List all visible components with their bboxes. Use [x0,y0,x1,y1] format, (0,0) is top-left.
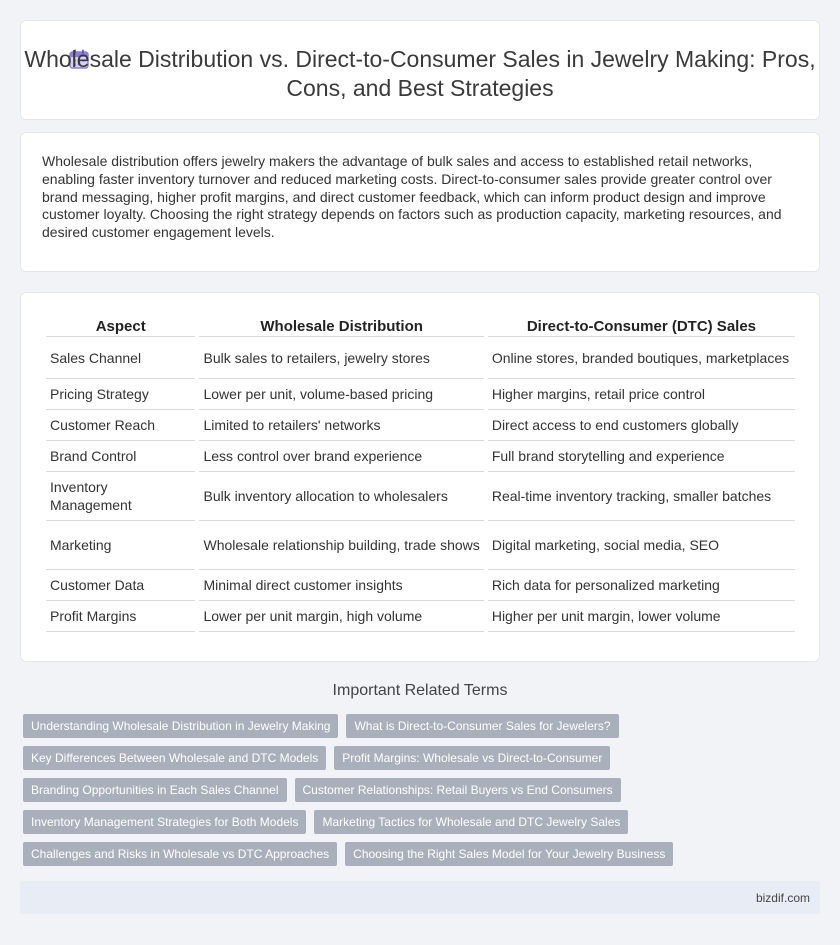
footer-bar [20,881,820,914]
table-cell-dtc: Direct access to end customers globally [488,410,795,441]
table-cell-wholesale: Limited to retailers' networks [199,410,483,441]
table-cell-dtc: Digital marketing, social media, SEO [488,521,795,570]
table-cell-aspect: Customer Reach [46,410,195,441]
table-cell-aspect: Pricing Strategy [46,379,195,410]
table-header-row [46,315,795,337]
table-cell-dtc: Rich data for personalized marketing [488,570,795,601]
related-term-tag[interactable]: Understanding Wholesale Distribution in Jewelry Making [23,714,338,738]
table-cell-wholesale: Bulk inventory allocation to wholesalers [199,472,483,521]
table-row [46,472,795,521]
table-cell-wholesale: Bulk sales to retailers, jewelry stores [199,337,483,379]
header-wholesale: Wholesale Distribution [199,315,483,337]
related-terms-heading: Important Related Terms [332,682,508,699]
table-row [46,410,795,441]
related-term-tag[interactable]: Choosing the Right Sales Model for Your Jewelry Business [345,842,673,866]
table-cell-aspect: Profit Margins [46,601,195,632]
intro-paragraph: Wholesale distribution offers jewelry makers the advantage of bulk sales and access to established retail networks, enabling faster inventory turnover and reduced marketing costs. Direct-to-consumer sales provide greater control over brand messaging, higher profit margins, and direct customer feedback, which can inform product design and improve customer loyalty. Choosing the right strategy depends on factors such as production capacity, marketing resources, and desired customer engagement levels. [42,153,782,241]
header-card [20,20,820,120]
related-term-tag[interactable]: Key Differences Between Wholesale and DTC Models [23,746,326,770]
table-cell-wholesale: Minimal direct customer insights [199,570,483,601]
related-term-tag[interactable]: Customer Relationships: Retail Buyers vs End Consumers [295,778,621,802]
table-row [46,521,795,570]
table-row [46,441,795,472]
table-cell-dtc: Full brand storytelling and experience [488,441,795,472]
table-cell-dtc: Real-time inventory tracking, smaller batches [488,472,795,521]
table-cell-aspect: Inventory Management [46,472,195,521]
related-term-tag[interactable]: Profit Margins: Wholesale vs Direct-to-Consumer [334,746,610,770]
comparison-table [42,315,799,632]
related-term-tag[interactable]: Marketing Tactics for Wholesale and DTC Jewelry Sales [314,810,628,834]
table-cell-aspect: Marketing [46,521,195,570]
table-row [46,337,795,379]
page-title: Wholesale Distribution vs. Direct-to-Consumer Sales in Jewelry Making: Pros, Cons, and Best Strategies [24,46,816,101]
site-credit[interactable]: bizdif.com [755,891,810,905]
table-cell-aspect: Sales Channel [46,337,195,379]
header-dtc: Direct-to-Consumer (DTC) Sales [488,315,795,337]
related-term-tag[interactable]: What is Direct-to-Consumer Sales for Jewelers? [346,714,618,738]
table-cell-wholesale: Wholesale relationship building, trade shows [199,521,483,570]
table-cell-wholesale: Lower per unit margin, high volume [199,601,483,632]
header-aspect: Aspect [46,315,195,337]
intro-card [20,132,820,272]
comparison-table-card [20,292,820,662]
table-cell-aspect: Brand Control [46,441,195,472]
table-row [46,601,795,632]
table-cell-wholesale: Lower per unit, volume-based pricing [199,379,483,410]
related-term-tag[interactable]: Challenges and Risks in Wholesale vs DTC Approaches [23,842,337,866]
table-row [46,379,795,410]
table-cell-wholesale: Less control over brand experience [199,441,483,472]
table-cell-dtc: Higher per unit margin, lower volume [488,601,795,632]
table-row [46,570,795,601]
related-term-tag[interactable]: Branding Opportunities in Each Sales Channel [23,778,287,802]
table-cell-dtc: Online stores, branded boutiques, marketplaces [488,337,795,379]
related-terms-list [23,714,803,874]
related-term-tag[interactable]: Inventory Management Strategies for Both Models [23,810,306,834]
table-cell-dtc: Higher margins, retail price control [488,379,795,410]
table-cell-aspect: Customer Data [46,570,195,601]
